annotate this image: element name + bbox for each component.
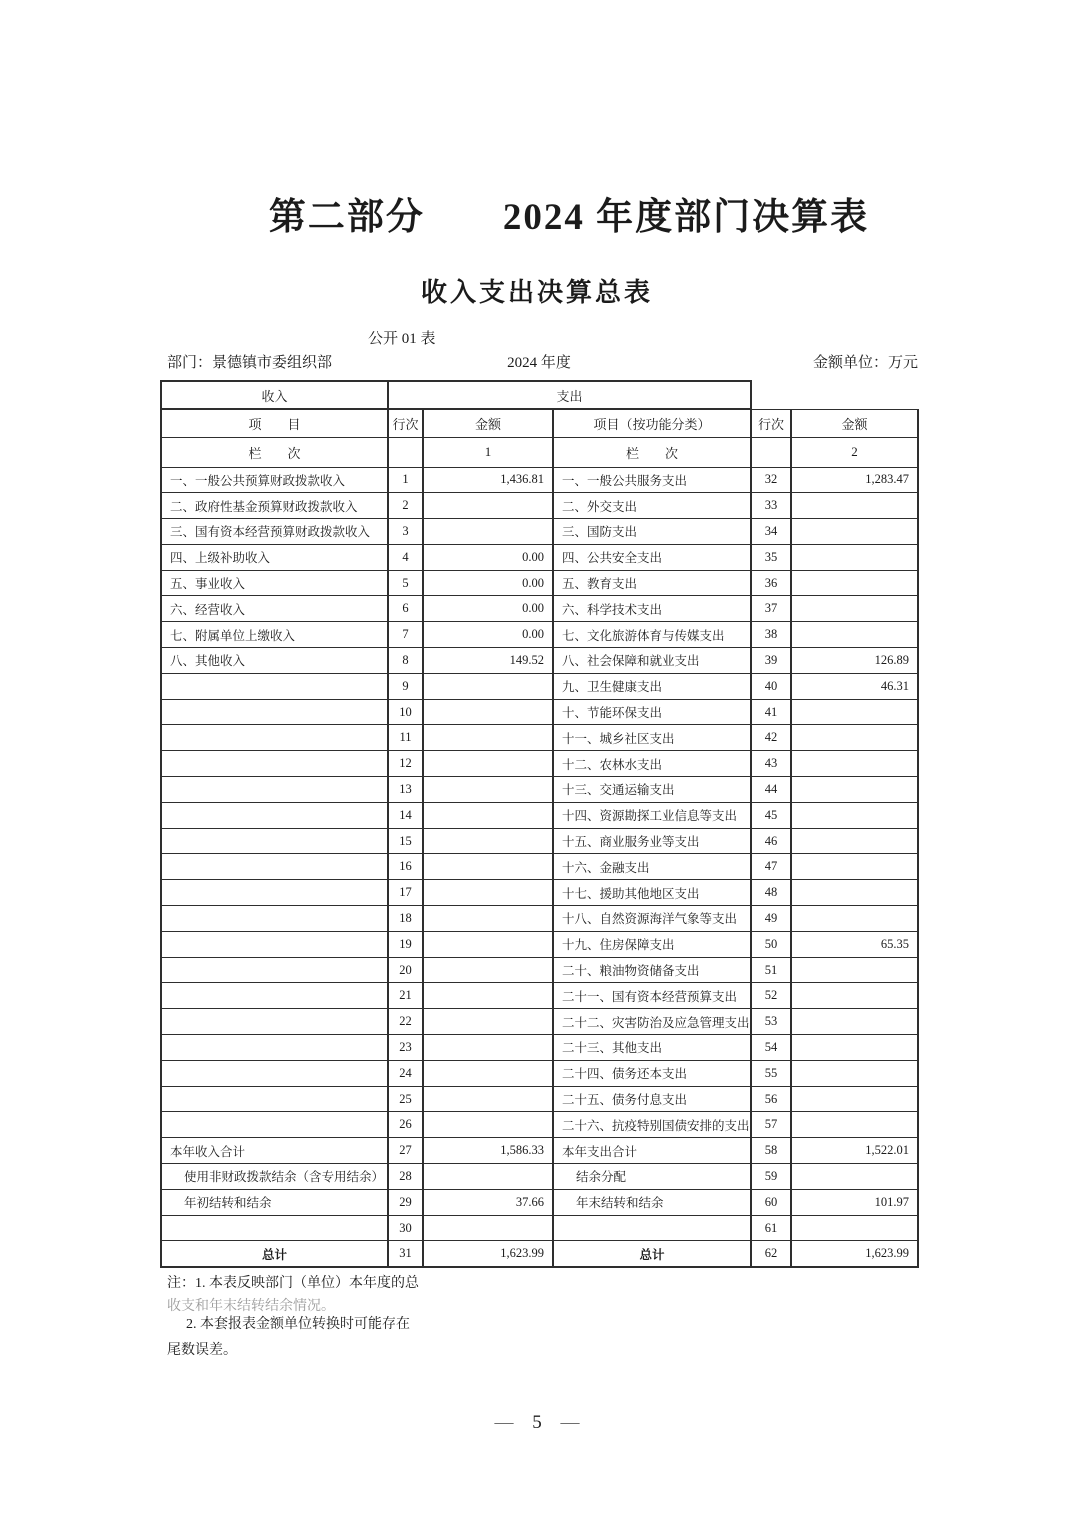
page-number-value: 5 [532,1412,542,1433]
expenditure-item [553,1215,751,1241]
expenditure-amount [791,777,918,803]
table-row [161,983,918,1009]
income-item: 八、其他收入 [161,648,388,674]
table-row [161,931,918,957]
income-item [161,931,388,957]
budget-table [160,380,919,1268]
expenditure-line-no: 49 [751,906,791,932]
amount-unit-label: 金额单位：万元 [812,355,918,371]
income-line-no: 22 [388,1009,423,1035]
expenditure-amount [791,1009,918,1035]
notes [167,1272,587,1382]
income-line-no: 25 [388,1086,423,1112]
income-line-no: 4 [388,544,423,570]
income-item [161,983,388,1009]
header-empty-corner [751,381,918,409]
expenditure-amount: 65.35 [791,931,918,957]
expenditure-item: 本年支出合计 [553,1138,751,1164]
income-item [161,699,388,725]
income-line-no: 5 [388,570,423,596]
expenditure-amount [791,1164,918,1190]
income-amount [423,880,553,906]
income-line-no: 6 [388,596,423,622]
expenditure-amount [791,906,918,932]
income-line-no: 16 [388,854,423,880]
income-item [161,1112,388,1138]
expenditure-amount [791,1112,918,1138]
expenditure-line-no: 46 [751,828,791,854]
income-item: 七、附属单位上缴收入 [161,622,388,648]
expenditure-amount [791,1060,918,1086]
index-expenditure-item: 栏 次 [553,437,751,467]
income-amount: 0.00 [423,544,553,570]
expenditure-line-no: 55 [751,1060,791,1086]
expenditure-line-no: 57 [751,1112,791,1138]
income-item: 三、国有资本经营预算财政拨款收入 [161,519,388,545]
index-income-item: 栏 次 [161,437,388,467]
col-header-expenditure-item: 项目（按功能分类） [553,409,751,437]
income-amount: 1,586.33 [423,1138,553,1164]
income-item [161,828,388,854]
table-row [161,828,918,854]
expenditure-line-no: 33 [751,493,791,519]
income-item [161,777,388,803]
expenditure-amount: 101.97 [791,1189,918,1215]
income-line-no: 14 [388,802,423,828]
expenditure-item: 七、文化旅游体育与传媒支出 [553,622,751,648]
expenditure-line-no: 62 [751,1241,791,1267]
expenditure-line-no: 50 [751,931,791,957]
income-line-no: 26 [388,1112,423,1138]
expenditure-amount [791,828,918,854]
income-line-no: 31 [388,1241,423,1267]
expenditure-line-no: 53 [751,1009,791,1035]
table-title: 收入支出决算总表 [420,278,653,307]
expenditure-amount: 1,623.99 [791,1241,918,1267]
expenditure-amount [791,725,918,751]
table-row [161,1164,918,1190]
col-header-expenditure-amount: 金额 [791,409,918,437]
expenditure-amount: 1,522.01 [791,1138,918,1164]
table-row [161,802,918,828]
expenditure-amount [791,544,918,570]
expenditure-amount [791,570,918,596]
expenditure-amount: 46.31 [791,673,918,699]
income-line-no: 2 [388,493,423,519]
expenditure-amount [791,699,918,725]
income-amount [423,931,553,957]
page-number-dash-left: — [494,1412,514,1433]
table-row [161,648,918,674]
expenditure-line-no: 48 [751,880,791,906]
income-item [161,854,388,880]
income-amount [423,828,553,854]
income-item [161,673,388,699]
expenditure-line-no: 43 [751,751,791,777]
note-line-1: 注：1. 本表反映部门（单位）本年度的总 [167,1276,419,1291]
income-item [161,1060,388,1086]
expenditure-line-no: 44 [751,777,791,803]
expenditure-line-no: 59 [751,1164,791,1190]
expenditure-amount [791,880,918,906]
expenditure-amount [791,1035,918,1061]
income-line-no: 11 [388,725,423,751]
income-line-no: 30 [388,1215,423,1241]
table-row [161,1138,918,1164]
expenditure-item: 五、教育支出 [553,570,751,596]
expenditure-line-no: 36 [751,570,791,596]
income-item: 本年收入合计 [161,1138,388,1164]
expenditure-line-no: 40 [751,673,791,699]
expenditure-item: 二十一、国有资本经营预算支出 [553,983,751,1009]
income-amount [423,854,553,880]
expenditure-amount [791,1086,918,1112]
note-line-3: 尾数误差。 [167,1343,237,1358]
income-amount [423,519,553,545]
income-item [161,957,388,983]
index-income-amount: 1 [423,437,553,467]
expenditure-item: 二十四、债务还本支出 [553,1060,751,1086]
table-row [161,751,918,777]
expenditure-item: 二、外交支出 [553,493,751,519]
expenditure-item: 四、公共安全支出 [553,544,751,570]
table-row [161,493,918,519]
expenditure-item: 十四、资源勘探工业信息等支出 [553,802,751,828]
fiscal-year-label: 2024 年度 [507,355,571,371]
expenditure-item: 十八、自然资源海洋气象等支出 [553,906,751,932]
index-expenditure-amount: 2 [791,437,918,467]
income-amount [423,906,553,932]
income-amount: 0.00 [423,596,553,622]
expenditure-item: 十七、援助其他地区支出 [553,880,751,906]
income-amount [423,1060,553,1086]
table-row [161,777,918,803]
note-line-2: 2. 本套报表金额单位转换时可能存在 [186,1317,410,1332]
income-line-no: 15 [388,828,423,854]
table-row [161,570,918,596]
note-line-2-clipped: 收支和年末结转结余情况。 [167,1299,335,1314]
col-header-income-line-no: 行次 [388,409,423,437]
income-line-no: 3 [388,519,423,545]
page-number [0,1412,1074,1434]
table-body [161,467,918,1267]
expenditure-item: 十五、商业服务业等支出 [553,828,751,854]
table-row [161,519,918,545]
income-line-no: 1 [388,467,423,493]
expenditure-item: 六、科学技术支出 [553,596,751,622]
table-row [161,1241,918,1267]
table-row [161,1009,918,1035]
income-amount [423,493,553,519]
expenditure-line-no: 38 [751,622,791,648]
income-item [161,880,388,906]
expenditure-amount [791,519,918,545]
expenditure-item: 结余分配 [553,1164,751,1190]
expenditure-item: 八、社会保障和就业支出 [553,648,751,674]
expenditure-amount [791,493,918,519]
table-row [161,906,918,932]
page-number-dash-right: — [560,1412,580,1433]
income-item: 年初结转和结余 [161,1189,388,1215]
expenditure-item: 二十三、其他支出 [553,1035,751,1061]
expenditure-item: 九、卫生健康支出 [553,673,751,699]
expenditure-line-no: 47 [751,854,791,880]
table-row [161,1035,918,1061]
col-header-income-amount: 金额 [423,409,553,437]
income-amount [423,1164,553,1190]
income-amount [423,699,553,725]
income-item [161,1009,388,1035]
expenditure-line-no: 45 [751,802,791,828]
table-row [161,699,918,725]
table-row [161,596,918,622]
page-title: 第二部分 2024 年度部门决算表 [268,197,870,238]
expenditure-line-no: 61 [751,1215,791,1241]
income-line-no: 24 [388,1060,423,1086]
income-line-no: 17 [388,880,423,906]
income-line-no: 19 [388,931,423,957]
expenditure-line-no: 56 [751,1086,791,1112]
expenditure-item: 十、节能环保支出 [553,699,751,725]
meta-row [160,351,918,373]
income-item [161,1215,388,1241]
income-group-header: 收入 [161,381,388,409]
table-row [161,1086,918,1112]
income-amount [423,751,553,777]
income-line-no: 29 [388,1189,423,1215]
income-item: 六、经营收入 [161,596,388,622]
income-amount [423,1035,553,1061]
income-line-no: 13 [388,777,423,803]
income-line-no: 7 [388,622,423,648]
income-item [161,906,388,932]
col-header-expenditure-line-no: 行次 [751,409,791,437]
expenditure-line-no: 34 [751,519,791,545]
income-amount [423,957,553,983]
expenditure-item: 十六、金融支出 [553,854,751,880]
income-amount: 0.00 [423,570,553,596]
form-number-label: 公开 01 表 [368,331,436,347]
income-line-no: 12 [388,751,423,777]
income-line-no: 23 [388,1035,423,1061]
expenditure-item: 二十六、抗疫特别国债安排的支出 [553,1112,751,1138]
income-line-no: 9 [388,673,423,699]
expenditure-amount [791,802,918,828]
income-item: 总计 [161,1241,388,1267]
income-amount [423,1215,553,1241]
income-item [161,1035,388,1061]
expenditure-line-no: 32 [751,467,791,493]
expenditure-item: 年末结转和结余 [553,1189,751,1215]
income-line-no: 18 [388,906,423,932]
expenditure-amount [791,1215,918,1241]
expenditure-amount [791,854,918,880]
income-item: 使用非财政拨款结余（含专用结余） [161,1164,388,1190]
expenditure-item: 二十、粮油物资储备支出 [553,957,751,983]
expenditure-item: 一、一般公共服务支出 [553,467,751,493]
table-row [161,957,918,983]
expenditure-amount [791,983,918,1009]
income-amount [423,673,553,699]
income-item: 一、一般公共预算财政拨款收入 [161,467,388,493]
expenditure-line-no: 39 [751,648,791,674]
table-row [161,1112,918,1138]
table-row [161,673,918,699]
table-row [161,544,918,570]
expenditure-item: 总计 [553,1241,751,1267]
expenditure-line-no: 52 [751,983,791,1009]
income-amount: 0.00 [423,622,553,648]
expenditure-amount [791,751,918,777]
income-amount: 149.52 [423,648,553,674]
expenditure-item: 三、国防支出 [553,519,751,545]
income-item [161,1086,388,1112]
expenditure-amount: 1,283.47 [791,467,918,493]
income-amount [423,1112,553,1138]
table-row [161,467,918,493]
expenditure-amount [791,596,918,622]
income-amount: 1,436.81 [423,467,553,493]
income-item [161,802,388,828]
expenditure-line-no: 51 [751,957,791,983]
table-column-header-row [161,409,918,437]
expenditure-item: 十二、农林水支出 [553,751,751,777]
col-header-income-item: 项 目 [161,409,388,437]
expenditure-item: 十九、住房保障支出 [553,931,751,957]
table-row [161,622,918,648]
expenditure-amount [791,622,918,648]
income-item: 四、上级补助收入 [161,544,388,570]
income-line-no: 28 [388,1164,423,1190]
table-row [161,854,918,880]
expenditure-line-no: 42 [751,725,791,751]
income-amount: 1,623.99 [423,1241,553,1267]
income-amount [423,1009,553,1035]
table-row [161,1189,918,1215]
table-column-index-row [161,437,918,467]
income-line-no: 10 [388,699,423,725]
expenditure-item: 十一、城乡社区支出 [553,725,751,751]
income-amount [423,725,553,751]
table-group-header-row [161,381,918,409]
expenditure-item: 二十二、灾害防治及应急管理支出 [553,1009,751,1035]
index-expenditure-line-no [751,437,791,467]
income-item [161,751,388,777]
expenditure-item: 二十五、债务付息支出 [553,1086,751,1112]
income-item: 二、政府性基金预算财政拨款收入 [161,493,388,519]
income-line-no: 21 [388,983,423,1009]
income-item [161,725,388,751]
income-amount [423,983,553,1009]
table-row [161,1215,918,1241]
income-amount [423,802,553,828]
expenditure-line-no: 58 [751,1138,791,1164]
income-amount [423,777,553,803]
income-line-no: 8 [388,648,423,674]
income-item: 五、事业收入 [161,570,388,596]
table-row [161,725,918,751]
table-row [161,880,918,906]
expenditure-amount: 126.89 [791,648,918,674]
expenditure-line-no: 54 [751,1035,791,1061]
expenditure-line-no: 35 [751,544,791,570]
department-label: 部门：景德镇市委组织部 [167,355,333,371]
expenditure-line-no: 37 [751,596,791,622]
expenditure-line-no: 41 [751,699,791,725]
expenditure-amount [791,957,918,983]
income-line-no: 20 [388,957,423,983]
expenditure-group-header: 支出 [388,381,751,409]
income-line-no: 27 [388,1138,423,1164]
expenditure-line-no: 60 [751,1189,791,1215]
expenditure-item: 十三、交通运输支出 [553,777,751,803]
income-amount [423,1086,553,1112]
table-row [161,1060,918,1086]
index-income-line-no [388,437,423,467]
income-amount: 37.66 [423,1189,553,1215]
